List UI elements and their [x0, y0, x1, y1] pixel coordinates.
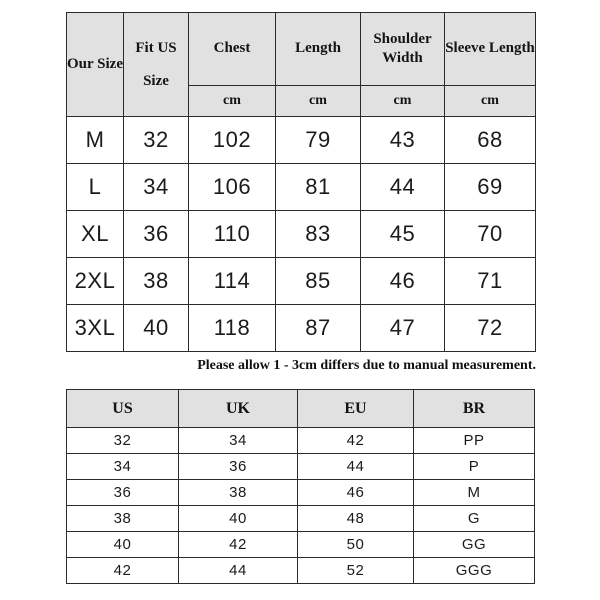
cell-shoulder: 47 [361, 305, 445, 352]
cell-us: 38 [67, 506, 179, 532]
cell-sleeve: 69 [445, 164, 536, 211]
cell-shoulder: 45 [361, 211, 445, 258]
cell-uk: 38 [179, 480, 298, 506]
unit-cell-length: cm [276, 86, 361, 117]
cell-size: M [67, 117, 124, 164]
table-row [67, 506, 535, 532]
cell-sleeve: 72 [445, 305, 536, 352]
cell-length: 87 [276, 305, 361, 352]
header-fit-us-size: Fit US Size [124, 13, 189, 117]
header-chest: Chest [189, 13, 276, 86]
header-uk: UK [179, 390, 298, 428]
measurement-note: Please allow 1 - 3cm differs due to manual measurement. [197, 358, 536, 373]
header-br: BR [414, 390, 535, 428]
cell-us: 42 [67, 558, 179, 584]
table-row [67, 211, 536, 258]
header-our-size: Our Size [67, 13, 124, 117]
unit-cell-shoulder: cm [361, 86, 445, 117]
cell-uk: 36 [179, 454, 298, 480]
cell-size: XL [67, 211, 124, 258]
cell-us: 36 [67, 480, 179, 506]
cell-fit-us: 36 [124, 211, 189, 258]
header-sleeve-length: Sleeve Length [445, 13, 536, 86]
cell-chest: 106 [189, 164, 276, 211]
header-us: US [67, 390, 179, 428]
cell-br: G [414, 506, 535, 532]
cell-size: 2XL [67, 258, 124, 305]
cell-uk: 42 [179, 532, 298, 558]
table-row [67, 558, 535, 584]
cell-size: 3XL [67, 305, 124, 352]
cell-chest: 114 [189, 258, 276, 305]
size-conversion-table [66, 389, 535, 584]
cell-br: P [414, 454, 535, 480]
cell-uk: 40 [179, 506, 298, 532]
cell-eu: 48 [298, 506, 414, 532]
cell-chest: 102 [189, 117, 276, 164]
cell-br: GG [414, 532, 535, 558]
cell-size: L [67, 164, 124, 211]
table-row [67, 428, 535, 454]
cell-shoulder: 46 [361, 258, 445, 305]
table-row [67, 305, 536, 352]
cell-us: 40 [67, 532, 179, 558]
cell-uk: 34 [179, 428, 298, 454]
cell-eu: 46 [298, 480, 414, 506]
cell-sleeve: 70 [445, 211, 536, 258]
header-eu: EU [298, 390, 414, 428]
header-shoulder-width: Shoulder Width [361, 13, 445, 86]
header-length: Length [276, 13, 361, 86]
cell-br: PP [414, 428, 535, 454]
cell-fit-us: 34 [124, 164, 189, 211]
table-row [67, 258, 536, 305]
unit-cell-chest: cm [189, 86, 276, 117]
table-header-row [67, 13, 536, 86]
table-row [67, 480, 535, 506]
table-row [67, 164, 536, 211]
cell-length: 83 [276, 211, 361, 258]
cell-length: 79 [276, 117, 361, 164]
cell-chest: 118 [189, 305, 276, 352]
table-header-row [67, 390, 535, 428]
size-measurement-table [66, 12, 536, 352]
cell-fit-us: 32 [124, 117, 189, 164]
cell-shoulder: 43 [361, 117, 445, 164]
cell-eu: 50 [298, 532, 414, 558]
cell-us: 34 [67, 454, 179, 480]
table-row [67, 454, 535, 480]
cell-eu: 44 [298, 454, 414, 480]
unit-cell-sleeve: cm [445, 86, 536, 117]
cell-length: 81 [276, 164, 361, 211]
table-row [67, 117, 536, 164]
cell-fit-us: 40 [124, 305, 189, 352]
table-row [67, 532, 535, 558]
cell-br: GGG [414, 558, 535, 584]
cell-fit-us: 38 [124, 258, 189, 305]
cell-us: 32 [67, 428, 179, 454]
cell-length: 85 [276, 258, 361, 305]
cell-eu: 42 [298, 428, 414, 454]
cell-uk: 44 [179, 558, 298, 584]
cell-sleeve: 68 [445, 117, 536, 164]
cell-br: M [414, 480, 535, 506]
cell-sleeve: 71 [445, 258, 536, 305]
cell-eu: 52 [298, 558, 414, 584]
cell-chest: 110 [189, 211, 276, 258]
cell-shoulder: 44 [361, 164, 445, 211]
